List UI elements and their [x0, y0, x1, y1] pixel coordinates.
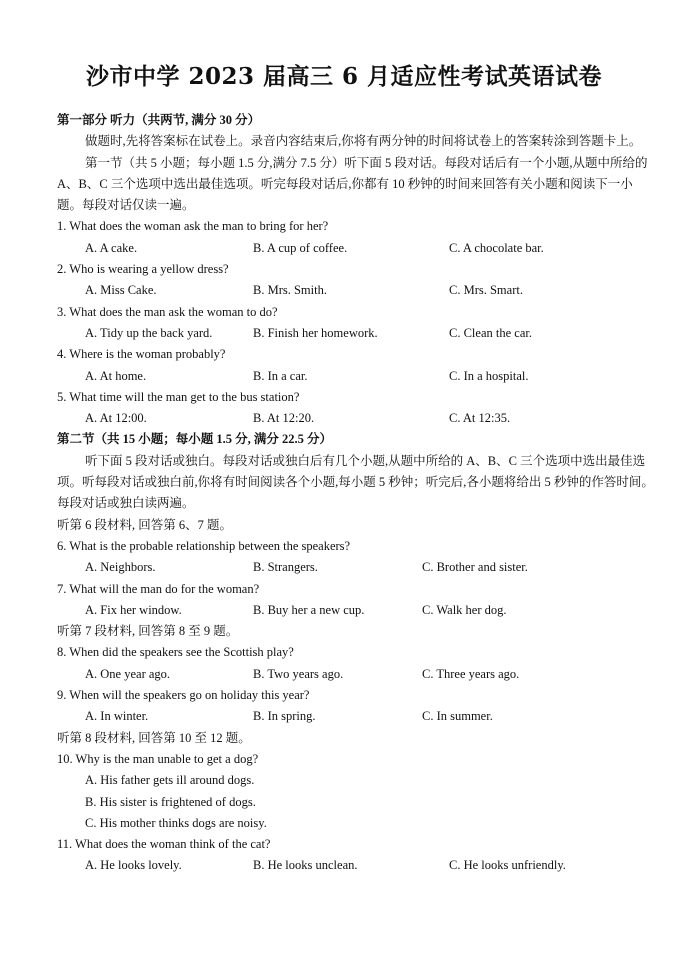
- question-3-options: [57, 323, 657, 344]
- question-2-options: [57, 280, 657, 301]
- section2-instructions: [57, 451, 657, 515]
- option-b: B. Strangers.: [253, 560, 318, 575]
- option-c: C. A chocolate bar.: [449, 240, 544, 255]
- option-c: C. In a hospital.: [449, 368, 529, 383]
- option-a: A. Tidy up the back yard.: [85, 325, 213, 340]
- option-a: A. Fix her window.: [85, 602, 182, 617]
- option-b: B. Buy her a new cup.: [253, 602, 365, 617]
- question-5: 5. What time will the man get to the bus station?: [57, 389, 300, 404]
- option-a: A. One year ago.: [85, 666, 171, 681]
- exam-title: 沙市中学 2023 届高三 6 月适应性考试英语试卷: [85, 63, 603, 90]
- option-a: A. Neighbors.: [85, 560, 156, 575]
- question-6-options: [57, 557, 657, 578]
- question-8: 8. When did the speakers see the Scottish play?: [57, 645, 294, 660]
- option-a: A. Miss Cake.: [85, 283, 157, 298]
- option-a: A. He looks lovely.: [85, 858, 182, 873]
- question-10: 10. Why is the man unable to get a dog?: [57, 751, 259, 766]
- question-1-options: [57, 238, 657, 259]
- option-c: C. Brother and sister.: [422, 560, 528, 575]
- option-b: B. Mrs. Smith.: [253, 283, 327, 298]
- option-a: A. A cake.: [85, 240, 138, 255]
- option-b: B. His sister is frightened of dogs.: [85, 794, 256, 809]
- option-b: B. In a car.: [253, 368, 308, 383]
- question-9-options: [57, 706, 657, 727]
- section1-heading-text: 第一节（共 5 小题；每小题 1.5 分,满分 7.5 分）听下面 5 段对话。每段对话后有一个小题,从题中所给的 A、B、C 三个选项中选出最佳选项。听完每段对话后,你都有 10 秒钟的时间来回答有关小题和阅读下一小题。每段对话仅读一遍。: [57, 155, 648, 213]
- option-b: B. Two years ago.: [253, 666, 344, 681]
- option-b: B. Finish her homework.: [253, 325, 378, 340]
- option-a: A. At home.: [85, 368, 147, 383]
- section2-heading: 第二节（共 15 小题；每小题 1.5 分, 满分 22.5 分）: [57, 432, 333, 447]
- option-b: B. At 12:20.: [253, 411, 315, 426]
- section2-instructions-text: 听下面 5 段对话或独白。每段对话或独白后有几个小题,从题中所给的 A、B、C 三个选项中选出最佳选项。听每段对话或独白前,你将有时间阅读各个小题,每小题 5 秒钟；听完后,各小题将给出 5 秒钟的作答时间。每段对话或独白读两遍。: [57, 453, 654, 511]
- option-c: C. Walk her dog.: [422, 602, 507, 617]
- question-7: 7. What will the man do for the woman?: [57, 581, 260, 596]
- part1-heading: 第一部分 听力（共两节, 满分 30 分）: [57, 113, 261, 127]
- material-6-note: 听第 6 段材料, 回答第 6、7 题。: [57, 517, 233, 532]
- material-8-note: 听第 8 段材料, 回答第 10 至 12 题。: [57, 730, 251, 745]
- question-7-options: [57, 600, 657, 621]
- question-4: 4. Where is the woman probably?: [57, 347, 226, 362]
- question-5-options: [57, 408, 657, 429]
- option-c: C. He looks unfriendly.: [449, 858, 566, 873]
- question-1: 1. What does the woman ask the man to bring for her?: [57, 219, 329, 234]
- question-4-options: [57, 366, 657, 387]
- question-11-options: [57, 855, 657, 876]
- option-c: C. Clean the car.: [449, 325, 532, 340]
- part1-instructions-text: 做题时,先将答案标在试卷上。录音内容结束后,你将有两分钟的时间将试卷上的答案转涂到答题卡上。: [85, 134, 642, 149]
- option-c: C. At 12:35.: [449, 411, 511, 426]
- material-7-note: 听第 7 段材料, 回答第 8 至 9 题。: [57, 624, 239, 639]
- part1-instructions: [57, 131, 657, 152]
- section1-heading: [57, 153, 657, 217]
- exam-body: [57, 110, 657, 877]
- option-b: B. He looks unclean.: [253, 858, 358, 873]
- option-c: C. In summer.: [422, 709, 493, 724]
- option-a: A. His father gets ill around dogs.: [85, 773, 255, 788]
- option-a: A. At 12:00.: [85, 411, 147, 426]
- question-8-options: [57, 664, 657, 685]
- question-3: 3. What does the man ask the woman to do?: [57, 304, 278, 319]
- option-c: C. Mrs. Smart.: [449, 283, 523, 298]
- question-9: 9. When will the speakers go on holiday this year?: [57, 688, 310, 703]
- option-c: C. Three years ago.: [422, 666, 520, 681]
- option-b: B. In spring.: [253, 709, 316, 724]
- option-b: B. A cup of coffee.: [253, 240, 348, 255]
- option-c: C. His mother thinks dogs are noisy.: [85, 815, 267, 830]
- question-11: 11. What does the woman think of the cat?: [57, 837, 271, 852]
- question-2: 2. Who is wearing a yellow dress?: [57, 262, 229, 277]
- option-a: A. In winter.: [85, 709, 149, 724]
- question-6: 6. What is the probable relationship between the speakers?: [57, 538, 351, 553]
